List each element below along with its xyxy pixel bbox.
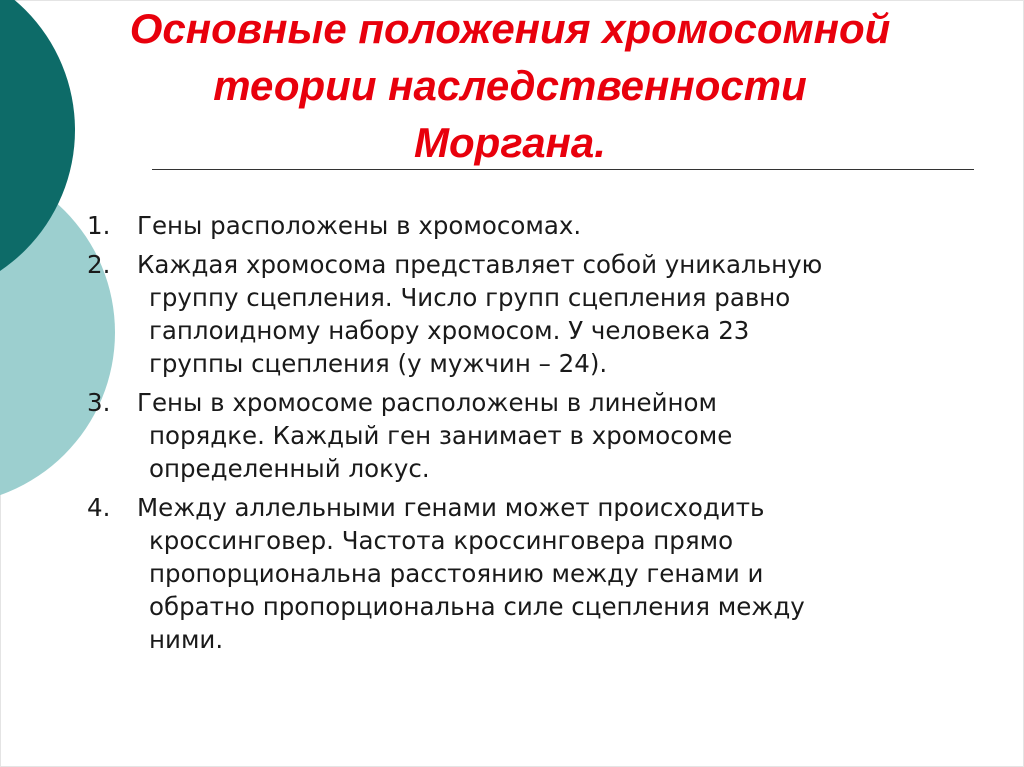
point-line: определенный локус. [149,454,430,483]
point-line: группу сцепления. Число групп сцепления равно [149,283,791,312]
point-line: группы сцепления (у мужчин – 24). [149,349,608,378]
point-line: пропорциональна расстоянию между генами и [149,559,764,588]
title-line-3: Моргана. [414,119,606,166]
point-number: 3. [87,388,111,417]
point-line: Гены в хромосоме расположены в линейном [137,388,718,417]
point-number: 4. [87,493,111,522]
title-divider [152,169,974,170]
point-line: порядке. Каждый ген занимает в хромосоме [149,421,733,450]
point-line: обратно пропорциональна силе сцепления между [149,592,805,621]
point-1 [87,209,947,242]
slide-title [120,0,900,171]
decorative-circle-dark [0,0,75,300]
title-line-1: Основные положения хромосомной [129,5,891,52]
point-text [137,386,947,485]
point-text [137,248,947,380]
point-line: гаплоидному набору хромосом. У человека 23 [149,316,750,345]
point-text [137,491,947,656]
point-number: 1. [87,211,111,240]
point-line: Гены расположены в хромосомах. [137,211,582,240]
point-2 [87,248,947,380]
point-line: Каждая хромосома представляет собой уникальную [137,250,823,279]
point-3 [87,386,947,485]
point-line: кроссинговер. Частота кроссинговера прямо [149,526,734,555]
title-line-2: теории наследственности [213,62,807,109]
point-line: Между аллельными генами может происходить [137,493,765,522]
points-list [87,209,947,662]
point-text [137,209,947,242]
point-4 [87,491,947,656]
point-line: ними. [149,625,224,654]
point-number: 2. [87,250,111,279]
